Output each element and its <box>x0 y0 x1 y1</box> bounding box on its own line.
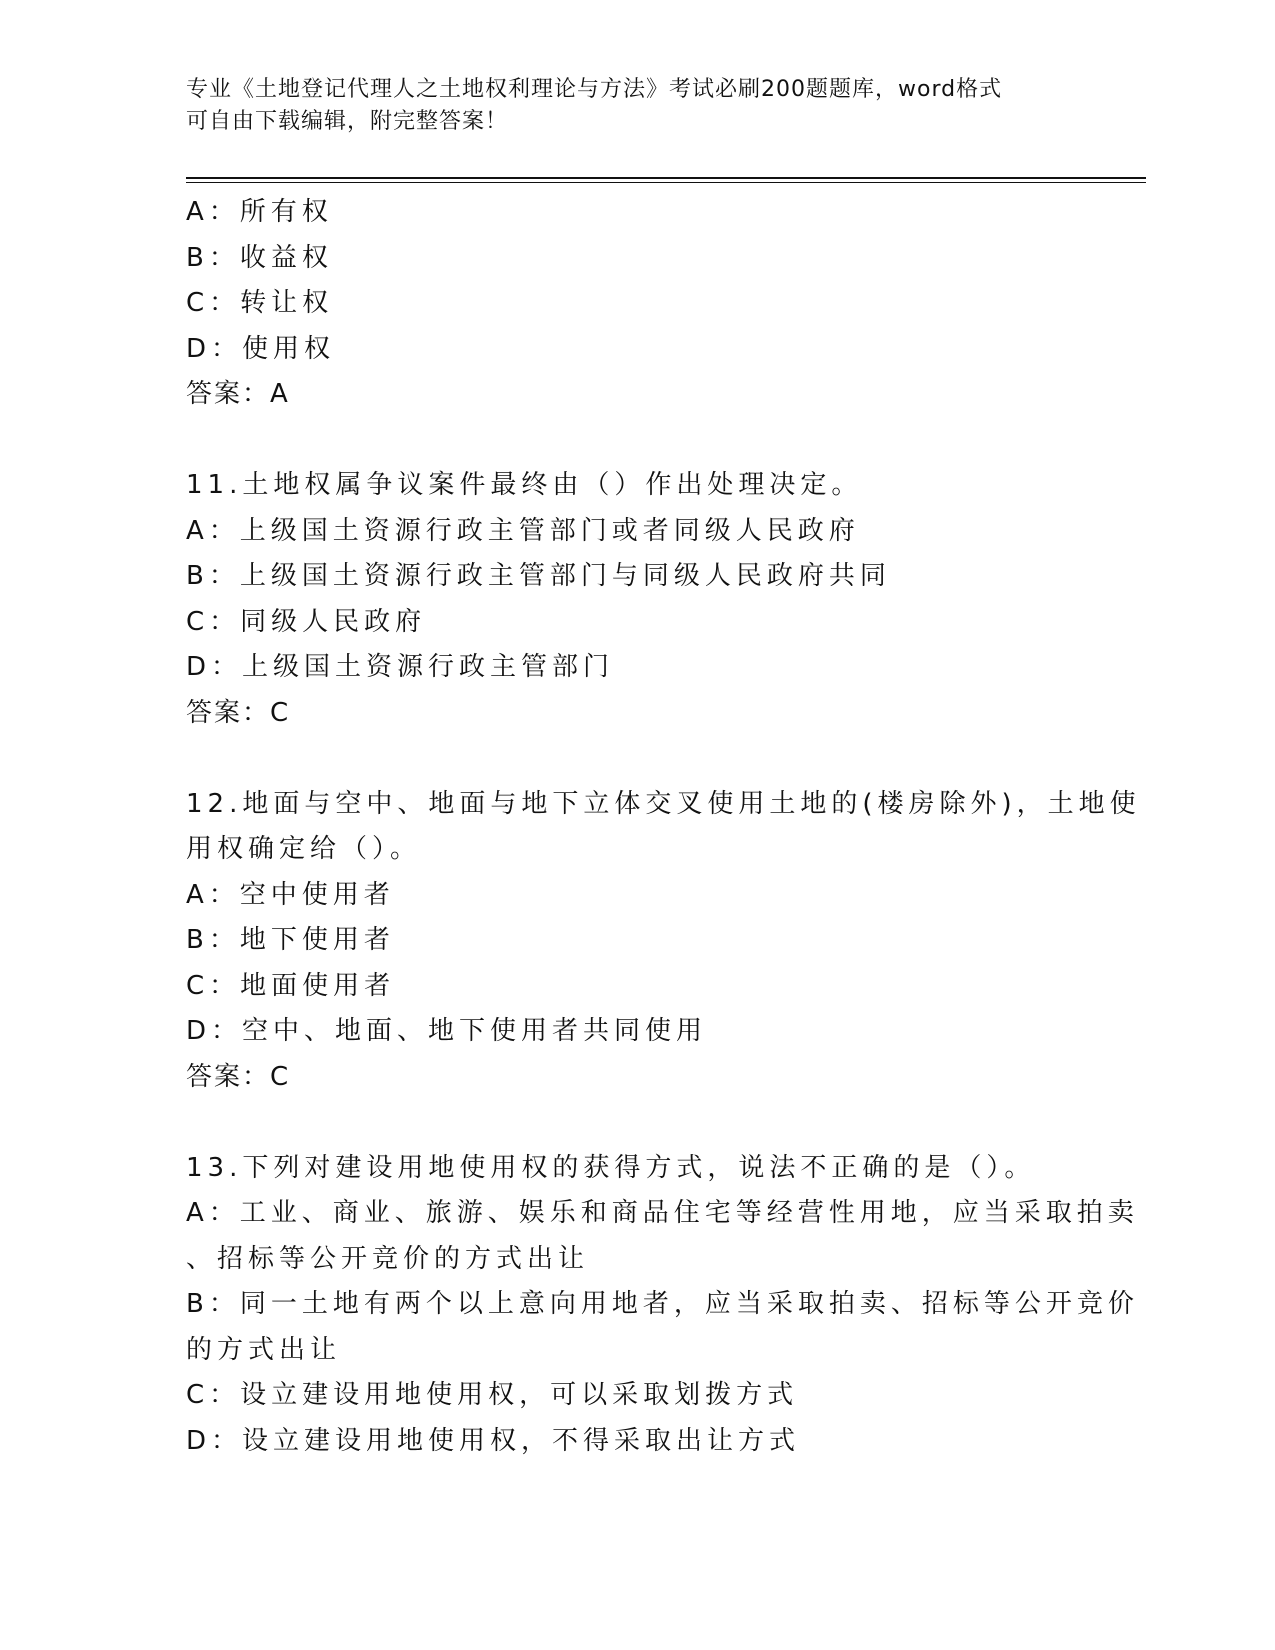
spacer <box>186 1100 1086 1146</box>
answer: 答案：C <box>186 1061 291 1092</box>
option-a-line-2: 、招标等公开竞价的方式出让 <box>186 1243 590 1274</box>
option-d: D：设立建设用地使用权，不得采取出让方式 <box>186 1425 801 1456</box>
question-12-block <box>186 782 1141 1101</box>
option-d: D：使用权 <box>186 333 336 364</box>
option-a: A：所有权 <box>186 197 333 227</box>
option-b: B：上级国土资源行政主管部门与同级人民政府共同 <box>186 561 891 591</box>
header-title-line-1: 专业《土地登记代理人之土地权利理论与方法》考试必刷200题题库，word格式 <box>186 77 1003 102</box>
option-c: C：设立建设用地使用权，可以采取划拨方式 <box>186 1380 799 1410</box>
header-title-line-2: 可自由下载编辑，附完整答案！ <box>186 109 509 134</box>
question-stem: 11.土地权属争议案件最终由（）作出处理决定。 <box>186 470 863 500</box>
option-d: D：上级国土资源行政主管部门 <box>186 652 615 682</box>
answer: 答案：C <box>186 697 291 728</box>
option-a: A：空中使用者 <box>186 879 395 910</box>
page-header <box>186 74 1086 138</box>
spacer <box>186 736 1086 782</box>
option-c: C：同级人民政府 <box>186 606 427 637</box>
option-a-line-1: A：工业、商业、旅游、娱乐和商品住宅等经营性用地，应当采取拍卖 <box>186 1198 1139 1228</box>
answer: 答案：A <box>186 379 290 409</box>
question-stem-line-1: 12.地面与空中、地面与地下立体交叉使用土地的(楼房除外)，土地使 <box>186 788 1141 819</box>
question-stem: 13.下列对建设用地使用权的获得方式，说法不正确的是（）。 <box>186 1152 1036 1183</box>
document-body <box>186 190 1141 1464</box>
option-a: A：上级国土资源行政主管部门或者同级人民政府 <box>186 515 860 546</box>
option-b-line-1: B：同一土地有两个以上意向用地者，应当采取拍卖、招标等公开竞价 <box>186 1289 1139 1319</box>
header-divider-thin <box>186 182 1146 183</box>
option-c: C：转让权 <box>186 288 334 318</box>
question-stem-line-2: 用权确定给（）。 <box>186 834 422 864</box>
header-divider-thick <box>186 177 1146 179</box>
question-10-block <box>186 190 1086 418</box>
question-11-block <box>186 463 1086 736</box>
option-b: B：收益权 <box>186 242 333 273</box>
spacer <box>186 418 1086 464</box>
option-d: D：空中、地面、地下使用者共同使用 <box>186 1016 708 1046</box>
option-b-line-2: 的方式出让 <box>186 1334 342 1365</box>
option-c: C：地面使用者 <box>186 970 396 1001</box>
option-b: B：地下使用者 <box>186 925 395 955</box>
question-13-block <box>186 1146 1139 1465</box>
